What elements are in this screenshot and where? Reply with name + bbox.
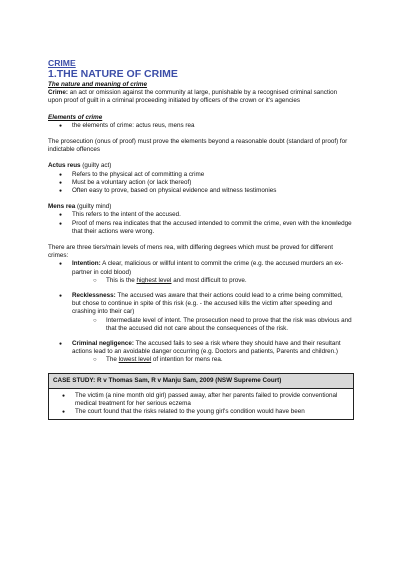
tier-negligence [48,340,352,356]
elements-subtitle: Elements of crime [48,113,103,121]
intention-label: Intention: [72,260,101,268]
list-item: ● The victim (a nine month old girl) passed away, after her parents failed to provide conventional medical treatment for her serious eczema [53,392,349,408]
actus-reus-list [48,171,352,196]
crime-definition [48,89,352,105]
tier-intention-note [48,277,352,285]
tier-intention [48,260,352,276]
note-text: and most difficult to prove. [171,276,247,284]
actus-reus-heading [48,162,352,170]
tiers-intro: There are three tiers/main levels of mens rea, with differing degrees which must be proved for different crimes: [48,244,334,260]
crime-label: Crime: [48,89,68,97]
case-study-list [53,392,349,417]
elements-list [48,122,352,130]
list-item: ● Proof of mens rea indicates that the accused intended to commit the crime, even with the knowledge that their actions were wrong. [48,220,352,236]
list-item: ● This refers to the intent of the accused. [48,211,352,219]
case-study-title: CASE STUDY: R v Thomas Sam, R v Manju Sam, 2009 (NSW Supreme Court) [49,374,353,389]
note-text: The [106,356,119,364]
negligence-text: The accused fails to see a risk where they should have and their resultant actions lead to an avoidable danger occurring (e.g. Doctors and patients, Parents and children.) [72,340,341,356]
list-item: ● Must be a voluntary action (or lack thereof) [48,179,352,187]
intention-text: A clear, malicious or willful intent to commit the crime (e.g. the accused murders an ex-partner in cold blood) [72,260,344,276]
tiers-list [48,260,352,364]
note-emphasis: highest level [136,276,172,284]
nature-subtitle: The nature and meaning of crime [48,81,148,88]
mens-rea-list [48,211,352,236]
mens-rea-label: Mens rea [48,203,76,211]
negligence-label: Criminal negligence: [72,340,134,348]
section-title-crime: CRIME [48,58,76,68]
note-text: of intention for mens rea. [151,356,223,364]
case-study-body [49,389,353,419]
note-text: This is the [106,276,137,284]
crime-definition-text: an act or omission against the community at large, punishable by a recognised criminal sanction upon proof of guilt in a criminal proceeding initiated by officers of the crown or it's agencies [48,89,338,105]
recklessness-text: The accused was aware that their actions could lead to a crime being committed, but chose to continue in spite of this risk (e.g. - the accused kills the victim after speeding and crashing into their car) [72,292,343,316]
mens-rea-suffix: (guilty mind) [75,203,112,211]
mens-rea-heading [48,203,352,211]
actus-reus-label: Actus reus [48,162,81,170]
list-item: ● Often easy to prove, based on physical evidence and witness testimonies [48,187,352,195]
prosecution-text: The prosecution (onus of proof) must prove the elements beyond a reasonable doubt (standard of proof) for indictable offences [48,138,348,154]
note-emphasis: lowest level [118,356,152,364]
actus-reus-suffix: (guilty act) [80,162,112,170]
tier-recklessness-note: ○ Intermediate level of intent. The prosecution need to prove that the risk was obvious and that the accused did not care about the consequences of the risk. [48,317,352,333]
list-item: ● Refers to the physical act of committing a crime [48,171,352,179]
recklessness-label: Recklessness: [72,292,116,300]
tier-recklessness [48,292,352,317]
list-item: ● the elements of crime: actus reus, mens rea [48,122,352,130]
case-study-box [48,373,354,420]
list-item: ● The court found that the risks related to the young girl's condition would have been [53,408,349,416]
tier-negligence-note [48,356,352,364]
page-title: 1.THE NATURE OF CRIME [48,68,178,80]
